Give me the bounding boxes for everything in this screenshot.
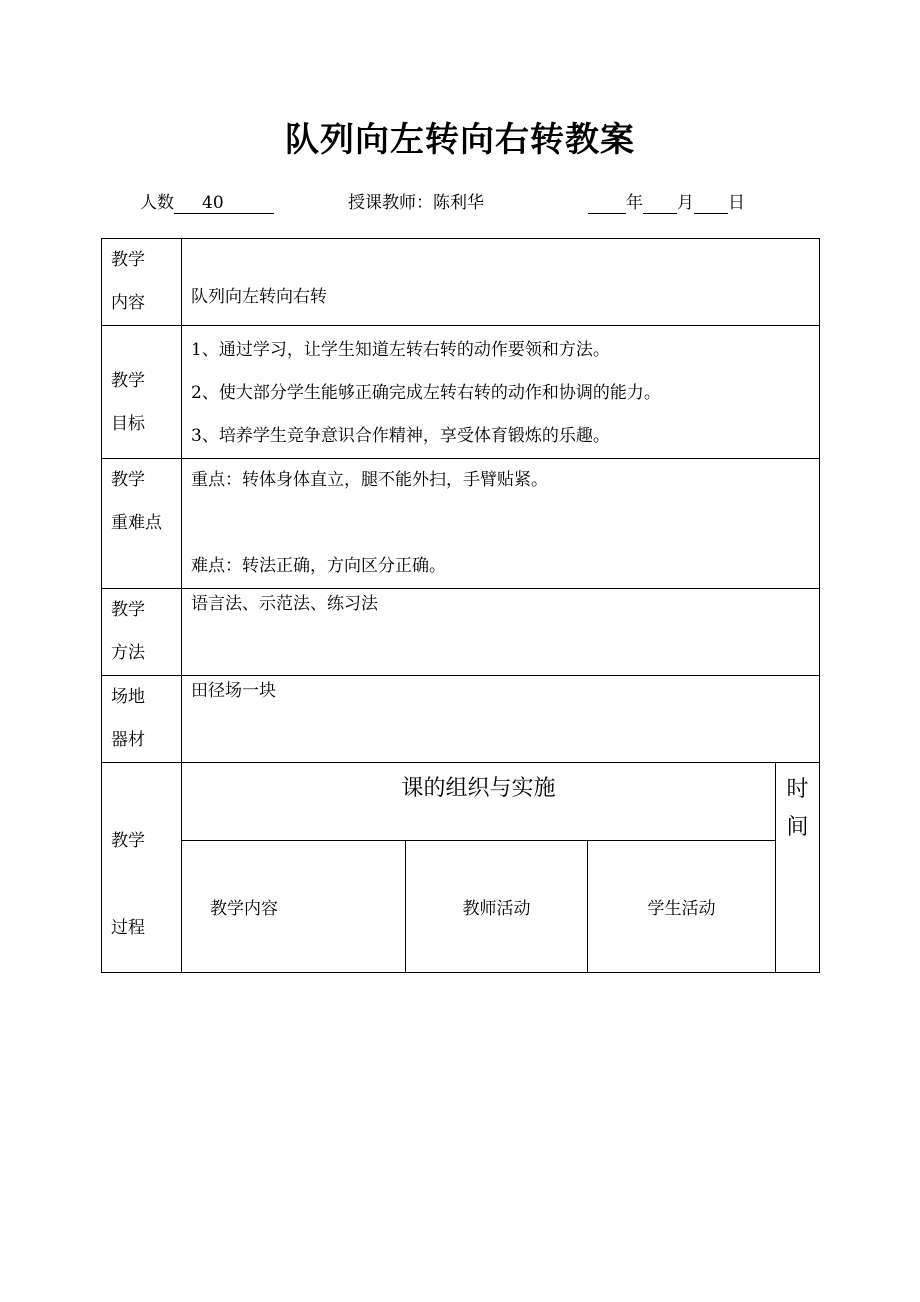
goal-item: 2、使大部分学生能够正确完成左转右转的动作和协调的能力。 bbox=[191, 383, 661, 403]
teacher-name: 授课教师：陈利华 bbox=[348, 193, 484, 213]
row-venue bbox=[102, 676, 820, 763]
day-blank bbox=[694, 193, 728, 214]
student-count bbox=[140, 192, 274, 214]
document-title: 队列向左转向右转教案 bbox=[285, 120, 635, 160]
goal-item: 1、通过学习，让学生知道左转右转的动作要领和方法。 bbox=[191, 340, 610, 360]
venue-text: 田径场一块 bbox=[191, 681, 276, 701]
col-teaching-content: 教学内容 bbox=[182, 841, 406, 973]
day-label: 日 bbox=[728, 193, 745, 213]
date-line bbox=[588, 192, 745, 214]
col-teacher-activity: 教师活动 bbox=[406, 841, 588, 973]
row-process-columns bbox=[102, 841, 820, 973]
difficulty-text: 难点：转法正确，方向区分正确。 bbox=[191, 556, 446, 576]
month-label: 月 bbox=[677, 193, 694, 213]
row-key-points bbox=[102, 459, 820, 589]
count-value: 40 bbox=[174, 193, 274, 214]
label-content: 教学 内容 bbox=[102, 239, 182, 326]
row-goals bbox=[102, 326, 820, 459]
methods-cell bbox=[182, 589, 820, 676]
row-methods bbox=[102, 589, 820, 676]
month-blank bbox=[643, 193, 677, 214]
col-student-activity: 学生活动 bbox=[588, 841, 776, 973]
goal-item: 3、培养学生竞争意识合作精神，享受体育锻炼的乐趣。 bbox=[191, 426, 610, 446]
label-methods: 教学 方法 bbox=[102, 589, 182, 676]
year-blank bbox=[588, 193, 626, 214]
key-points-cell bbox=[182, 459, 820, 589]
row-content bbox=[102, 239, 820, 326]
content-text: 队列向左转向右转 bbox=[191, 287, 327, 307]
focus-text: 重点：转体身体直立，腿不能外扫，手臂贴紧。 bbox=[191, 470, 548, 490]
label-venue: 场地 器材 bbox=[102, 676, 182, 763]
row-process-header bbox=[102, 763, 820, 841]
goals-cell bbox=[182, 326, 820, 459]
lesson-plan-table bbox=[101, 238, 820, 973]
time-column-header: 时 间 bbox=[776, 763, 820, 973]
label-goals: 教学 目标 bbox=[102, 326, 182, 459]
methods-text: 语言法、示范法、练习法 bbox=[191, 594, 378, 614]
year-label: 年 bbox=[626, 193, 643, 213]
organization-title: 课的组织与实施 bbox=[182, 763, 776, 841]
content-cell bbox=[182, 239, 820, 326]
label-key-points: 教学 重难点 bbox=[102, 459, 182, 589]
venue-cell bbox=[182, 676, 820, 763]
count-label: 人数 bbox=[140, 193, 174, 213]
label-process: 教学 过程 bbox=[102, 763, 182, 973]
